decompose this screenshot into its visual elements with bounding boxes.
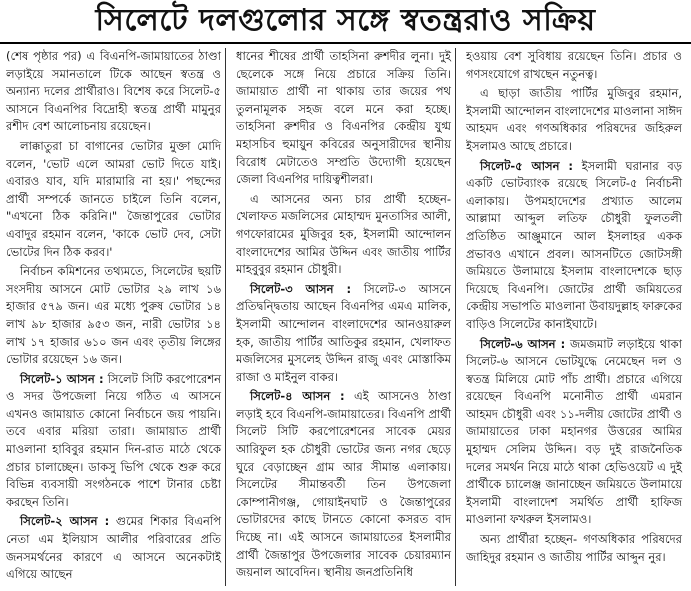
column-2: [236, 48, 456, 586]
article-paragraph: [466, 158, 682, 334]
paragraph-text: সিলেট সিটি করপোরেশন ও সদর উপজেলা নিয়ে গঠিত এ আসনে এখনও জামায়াত কোনো নির্বাচনে জয় পায়নি। তবে এবার মরিয়া তারা। জামায়াত প্রার্থী মাওলানা হাবিবুর রহমান দিন-রাত মাঠে থেকে প্রচার চালাচ্ছেন। ডাকসু ভিপি থেকে শুরু করে বিভিন্ন ব্যবসায়ী সংগঠনকে পাশে টানার চেষ্টা করছেন তিনি।: [6, 371, 221, 509]
constituency-subhead: সিলেট-৬ আসন :: [480, 336, 566, 351]
paragraph-text: হওয়ায় বেশ সুবিধায় রয়েছেন তিনি। প্রচার ও গণসংযোগে রাখছেন নতুনত্ব।: [466, 49, 682, 81]
article-paragraph: [466, 85, 682, 155]
paragraph-text: ধানের শীষের প্রার্থী তাহসিনা রুশদীর লুনা। দুই ছেলেকে সঙ্গে নিয়ে প্রচারে সক্রিয় তিনি। জামায়াত প্রার্থী না থাকায় তার জয়ের পথ তুলনামূলক সহজ বলে মনে করা হচ্ছে। তাহসিনা রুশদীর ও বিএনপির কেন্দ্রীয় যুগ্ম মহাসচিব হুমায়ুন কবিরের অনুসারীদের স্থানীয় বিরোধ মেটাতেও সম্প্রতি উদ্যোগী হয়েছেন জেলা বিএনপির দায়িত্বশীলরা।: [236, 49, 451, 187]
page-title: সিলেটে দলগুলোর সঙ্গে স্বতন্ত্ররাও সক্রিয়: [0, 0, 691, 44]
paragraph-text: ইসলামী ঘরানার বড় একটি ভোটব্যাংক রয়েছে সিলেট-৫ নির্বাচনী এলাকায়। উপমহাদেশের প্রখ্যাত আলেম আল্লামা আব্দুল লতিফ চৌধুরী ফুলতলী প্রতিষ্ঠিত আঞ্জুমানে আল ইসলাহর একক প্রভাবও এখানে প্রবল। আসনটিতে জোটসঙ্গী জমিয়তে উলামায়ে ইসলাম বাংলাদেশকে ছাড় দিয়েছে বিএনপি। জোটের প্রার্থী জমিয়তের কেন্দ্রীয় সভাপতি মাওলানা উবায়দুল্লাহ ফারুকের বাড়িও সিলেটের কানাইঘাটে।: [466, 158, 682, 331]
column-3: [466, 48, 686, 586]
article-paragraph: [236, 281, 451, 387]
article-paragraph: [466, 531, 682, 566]
article-paragraph: [466, 48, 682, 83]
paragraph-text: গুমের শিকার বিএনপি নেতা এম ইলিয়াস আলীর পরিবারের প্রতি জনসমর্থনের কারণে এ আসনে অনেকটাই এগিয়ে আছেন: [6, 514, 222, 582]
article-paragraph: [6, 513, 221, 583]
article-paragraph: [6, 138, 221, 261]
constituency-subhead: সিলেট-৪ আসন :: [250, 389, 345, 404]
paragraph-text: লাক্কাতুরা চা বাগানের ভোটার মুক্তা মোদি বলেন, 'ভোট এলে আমরা ভোট দিতে যাই। এবারও যাব, যদি মারামারি না হয়।' পছন্দের প্রার্থী সম্পর্কে জানতে চাইলে তিনি বলেন, "এখনো ঠিক করিনি।" জৈন্তাপুরের ভোটার এবাদুর রহমান বলেন, 'কাকে ভোট দেব, সেটা ভোটের দিন ঠিক করব।': [6, 138, 221, 259]
article-body: [6, 48, 686, 586]
article-paragraph: [236, 191, 451, 279]
article-paragraph: [6, 371, 221, 512]
paragraph-text: (শেষ পৃষ্ঠার পর) এ বিএনপি-জামায়াতের ঠাণ্ডা লড়াইয়ে সমানতালে টিকে আছেন স্বতন্ত্র ও অন্যান্য দলের প্রার্থীরাও। বিশেষ করে সিলেট-৫ আসনে বিএনপির বিদ্রোহী স্বতন্ত্র প্রার্থী মামুনুর রশীদ বেশ আলোচনায় রয়েছেন।: [6, 49, 221, 134]
article-paragraph: [6, 263, 221, 369]
paragraph-text: জমজমাট লড়াইয়ে থাকা সিলেট-৬ আসনে ভোটযুদ্ধে নেমেছেন দল ও স্বতন্ত্র মিলিয়ে মোট পাঁচ প্রার্থী। প্রচারে এগিয়ে রয়েছেন বিএনপি মনোনীত প্রার্থী এমরান আহমদ চৌধুরী এবং ১১-দলীয় জোটের প্রার্থী ও জামায়াতের ঢাকা মহানগর উত্তরের আমির মুহাম্মদ সেলিম উদ্দিন। বড় দুই রাজনৈতিক দলের সমর্থন নিয়ে মাঠে থাকা হেভিওয়েট এ দুই প্রার্থীকে চ্যালেঞ্জ জানাচ্ছেন জমিয়তে উলামায়ে ইসলামী বাংলাদেশ সমর্থিত প্রার্থী হাফিজ মাওলানা ফখরুল ইসলামও।: [466, 336, 682, 527]
paragraph-text: নির্বাচন কমিশনের তথ্যমতে, সিলেটের ছয়টি সংসদীয় আসনে মোট ভোটার ২৯ লাখ ১৬ হাজার ৫৭৯ জন। এর মধ্যে পুরুষ ভোটার ১৪ লাখ ৯৮ হাজার ৯৫৩ জন, নারী ভোটার ১৪ লাখ ১৭ হাজার ৬১০ জন এবং তৃতীয় লিঙ্গের ভোটার রয়েছেন ১৬ জন।: [6, 264, 221, 367]
paragraph-text: অন্য প্রার্থীরা হচ্ছেন- গণঅধিকার পরিষদের জাহিদুর রহমান ও জাতীয় পার্টির আব্দুন নুর।: [466, 532, 682, 564]
article-paragraph: [236, 388, 451, 582]
column-1: [6, 48, 226, 586]
paragraph-text: সিলেট-৩ আসনে প্রতিদ্বন্দ্বিতায় আছেন বিএনপির এমএ মালিক, ইসলামী আন্দোলন বাংলাদেশের আনওয়ারুল হক, জাতীয় পার্টির আতিকুর রহমান, খেলাফত মজলিসের মুসলেহ উদ্দিন রাজু এবং মোস্তাকিম রাজা ও মাইনুল বাকর।: [236, 281, 452, 384]
constituency-subhead: সিলেট-৫ আসন :: [480, 158, 574, 173]
constituency-subhead: সিলেট-১ আসন :: [20, 371, 104, 386]
constituency-subhead: সিলেট-৩ আসন :: [250, 281, 352, 296]
article-paragraph: [6, 48, 221, 136]
paragraph-text: এ আসনের অন্য চার প্রার্থী হচ্ছেন- খেলাফত মজলিসের মোহাম্মদ মুনতাসির আলী, গণফোরামের মুজিবুর হক, ইসলামী আন্দোলন বাংলাদেশের আমির উদ্দিন এবং জাতীয় পার্টির মাহবুবুর রহমান চৌধুরী।: [236, 191, 451, 277]
paragraph-text: এ ছাড়া জাতীয় পার্টির মুজিবুর রহমান, ইসলামী আন্দোলন বাংলাদেশের মাওলানা সাঈদ আহমদ এবং গণঅধিকার পরিষদের জহিরুল ইসলামও আছে প্রচারে।: [466, 86, 682, 153]
article-paragraph: [466, 336, 682, 530]
paragraph-text: এই আসনেও ঠাণ্ডা লড়াই হবে বিএনপি-জামায়াতের। বিএনপি প্রার্থী সিলেট সিটি করপোরেশনের সাবেক মেয়র আরিফুল হক চৌধুরী ভোটের জন্য নগর ছেড়ে ঘুরে বেড়াচ্ছেন গ্রাম আর সীমান্ত এলাকায়। সিলেটের সীমান্তবর্তী তিন উপজেলা কোম্পানীগঞ্জ, গোয়াইনঘাট ও জৈন্তাপুরের ভোটারদের কাছে টানতে কোনো কসরত বাদ দিচ্ছে না। এই আসনে জামায়াতের ইসলামীর প্রার্থী জৈন্তাপুর উপজেলার সাবেক চেয়ারম্যান জয়নাল আবেদিন। স্থানীয় জনপ্রতিনিধি: [236, 389, 451, 580]
article-paragraph: [236, 48, 451, 189]
constituency-subhead: সিলেট-২ আসন :: [20, 514, 110, 529]
